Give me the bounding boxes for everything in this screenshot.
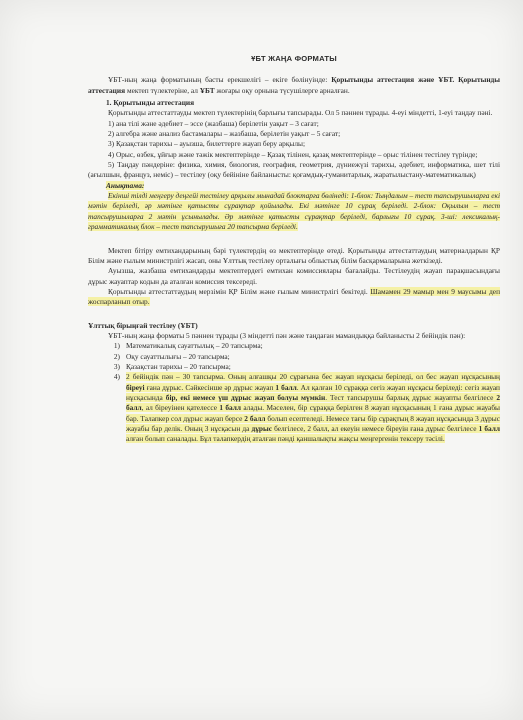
item4-text: болып есептеледі. Немесе тағы бір сұрақтың 8 жауап нұсқасында 3 дұрыс жауабы бар делік. Оның 3 нұсқасын да <box>126 413 500 433</box>
section1-item: 2) алгебра және анализ бастамалары – жазбаша, берілетін уақыт – 5 сағат; <box>108 129 341 139</box>
item4-text: белгілесе, 2 балл, ал екеуін немесе біреуін ғана дұрыс белгілесе <box>271 424 479 433</box>
subject-list <box>88 341 500 444</box>
list-item <box>88 352 500 362</box>
list-number: 2) <box>113 351 120 361</box>
exam-text: Қорытынды аттестаттаудың мерзімін ҚР Білім және ғылым министрлігі бекітеді. <box>108 286 371 296</box>
intro-bold-b: Қорытынды аттестация және ҰБТ. Қорытынды аттестация <box>88 75 500 95</box>
item4-bold: 1 балл <box>275 382 297 392</box>
intro-paragraph <box>88 75 500 96</box>
exam-paragraph-2: Ауызша, жазбаша емтихандарды мектептердегі емтихан комиссиялары бағалайды. Тестілеудің жауап парақшасындағы дұрыс жауаптар кодын да аталған комиссия тексереді. <box>88 266 500 286</box>
list-text: Қазақстан тарихы – 20 тапсырма; <box>126 361 231 371</box>
note-body-text: Екінші тілді меңгеру деңгейі тестілеу арқылы мынадай блоктарға бөлінеді: 1-блок: Тыңдалым – тест тапсырушыларға екі мәтін беріледі, әр мәтінге қатысты сұрақтар қойылады. Екі мәтінге 10 сұрақ беріледі. 2-блок: Оқылым – тест тапсырушыларға 2 мәтін ұсынылады. Әр мәтінге қатысты сұрақтар беріледі, барлығы 10 сұрақ. 3-ші: лексикалық-грамматикалық блок – тест тапсырушыға 20 тапсырма беріледі. <box>88 191 500 232</box>
item4-text: алған болып саналады. Бұл талапкердің аталған пәнді қаншалықты жақсы меңгергенін тексеру тәсілі. <box>126 434 445 444</box>
list-number: 3) <box>113 361 120 371</box>
spacer <box>88 308 500 321</box>
item4-bold: біреуі <box>126 382 145 392</box>
item4-bold: дұрыс <box>251 424 272 433</box>
item4-bold: 2 балл <box>244 413 266 423</box>
item4-text: , ал біреуінен қателессе <box>141 403 220 413</box>
item4-text: . Ал қалған 10 сұраққа сегіз жауап нұсқасы беріледі: сегіз жауап нұсқасында <box>126 382 500 402</box>
section1-item: 1) ана тілі және әдебиет – эссе (жазбаша) берілетін уақыт – 3 сағат; <box>108 118 319 128</box>
note-heading <box>106 181 500 191</box>
section2-paragraph: ҰБТ-ның жаңа форматы 5 пәннен тұрады (3 міндетті пән және таңдаған мамандыққа байланысты 2 бейіндік пән): <box>108 330 466 340</box>
intro-bold-d: ҰБТ <box>199 85 215 95</box>
page-title: ҰБТ ЖАҢА ФОРМАТЫ <box>251 54 337 63</box>
intro-text-e: жоғары оқу орнына түсушілерге арналған. <box>214 85 350 95</box>
section1-item: 3) Қазақстан тарихы – ауызша, билеттерге жауап беру арқылы; <box>108 139 305 149</box>
item4-text: ғана дұрыс. Сәйкесінше әр дұрыс жауап <box>144 382 276 392</box>
item4-bold: бір, екі немесе үш дұрыс жауап болуы мүмкін <box>165 392 326 402</box>
list-text <box>126 372 500 444</box>
document-content <box>88 54 500 445</box>
item4-text: алады. Мәселен, бір сұраққа берілген 8 жауап нұсқасының 1 ғана дұрыс жауабы бар. Талапкер сол дұрыс жауап берсе <box>126 403 500 423</box>
section1-item: 5) Таңдау пәндеріне: физика, химия, биология, география, геометрия, дүниежүзі тарихы, әдебиет, информатика, шет тілі (ағылшын, француз, неміс) – тестілеу (оқу бейініне байланысты: қоғамдық-гуманитарлық, жаратылыстану-математикалық) <box>88 160 500 180</box>
exam-paragraph-3 <box>88 287 500 308</box>
item4-text: . Тест тапсырушы барлық дұрыс жауапты белгілесе <box>325 392 497 402</box>
list-item <box>88 372 500 444</box>
section1-paragraph: Қорытынды аттестаттауды мектеп түлектерінің барлығы тапсырады. Ол 5 пәннен тұрады. 4-еуі міндетті, 1-еуі таңдау пәні. <box>108 108 493 118</box>
list-text: Оқу сауаттылығы – 20 тапсырма; <box>126 351 230 361</box>
list-number: 1) <box>113 341 120 351</box>
list-item <box>88 341 500 351</box>
item4-text: 2 бейіндік пән – 30 тапсырма. Оның алғашқы 20 сұрағына бес жауап нұсқасы беріледі, ол бес жауап нұсқасының <box>126 372 500 382</box>
section2-heading: Ұлттық бірыңғай тестілеу (ҰБТ) <box>88 320 198 330</box>
intro-text-a: ҰБТ-ның жаңа форматының басты ерекшелігі – екіге бөлінуінде: <box>108 75 332 85</box>
list-number: 4) <box>113 372 120 382</box>
note-heading-text: Анықтама: <box>106 180 145 190</box>
list-item <box>88 362 500 372</box>
item4-bold: 1 балл <box>219 403 241 413</box>
note-paragraph <box>88 191 500 232</box>
exam-paragraph-1: Мектеп бітіру емтихандарының бәрі түлектердің өз мектептерінде өтеді. Қорытынды аттестаттаудың материалдарын ҚР Білім және ғылым министрлігі жасап, оны Ұлттық тестілеу орталығы облыстық білім басқармаларына жеткізеді. <box>88 245 500 265</box>
item4-bold: 2 балл <box>126 392 500 413</box>
spacer <box>88 233 500 246</box>
item4-bold: 1 балл <box>478 424 500 433</box>
section1-heading: 1. Қорытынды аттестация <box>106 98 195 108</box>
exam-date-highlight: Шамамен 29 мамыр мен 9 маусымы деп жоспарланып отыр. <box>88 286 501 307</box>
intro-text-c: мектеп түлектеріне, ал <box>125 85 200 95</box>
list-text: Математикалық сауаттылық – 20 тапсырма; <box>126 341 263 351</box>
section1-item: 4) Орыс, өзбек, ұйғыр және тәжік мектептерінде – Қазақ тілінен, қазақ мектептерінде – орыс тілінен тестілеу түрінде; <box>108 149 478 159</box>
